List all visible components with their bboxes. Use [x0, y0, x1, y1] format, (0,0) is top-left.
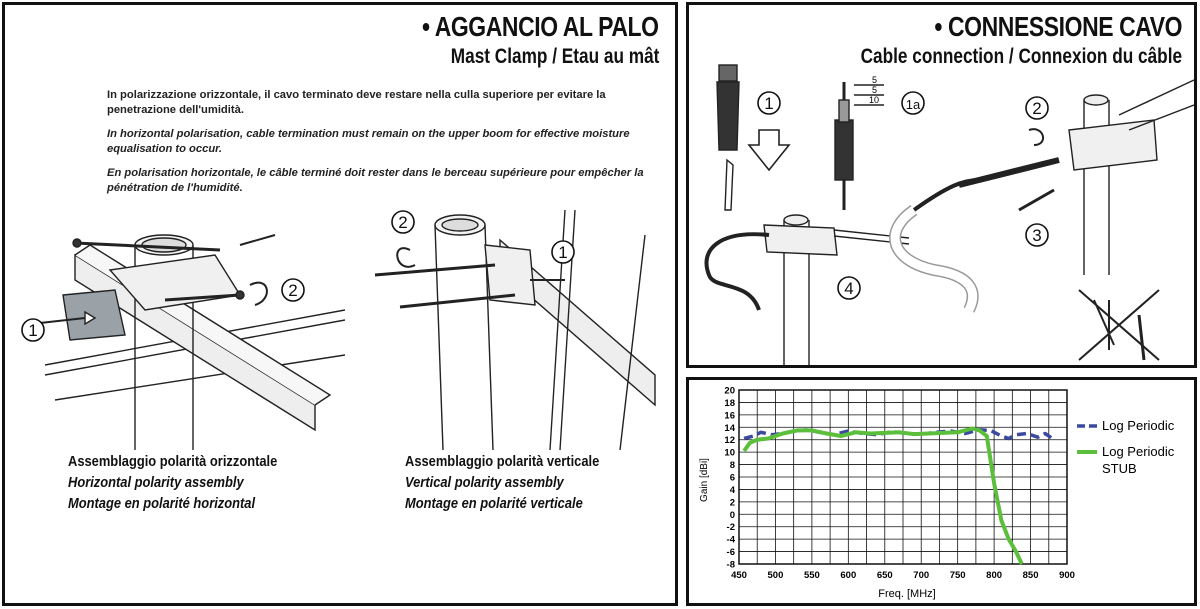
svg-text:1: 1 [558, 243, 568, 262]
vertical-caption-french: Montage en polarité verticale [405, 495, 583, 512]
y-tick-label: 6 [729, 472, 735, 484]
instruction-french: En polarisation horizontale, le câble terminé doit rester dans le berceau supérieure pour empêcher la pénétration de l'humidité. [107, 167, 644, 194]
cable-connection-subtitle: Cable connection / Connexion du câble [860, 45, 1182, 68]
y-tick-label: 16 [724, 410, 735, 422]
x-tick-label: 550 [803, 570, 820, 581]
y-tick-label: 8 [729, 460, 735, 472]
cable-step-1 [758, 92, 780, 114]
cable-step-1a [902, 92, 924, 114]
y-tick-label: 14 [724, 422, 735, 434]
x-tick-label: 650 [876, 570, 893, 581]
instruction-english: In horizontal polarisation, cable termination must remain on the upper boom for effective moisture equalisation to occur. [107, 128, 630, 155]
x-tick-labels [731, 570, 1075, 581]
horizontal-caption-french: Montage en polarité horizontal [68, 495, 256, 512]
y-tick-label: 10 [724, 447, 735, 459]
horizontal-assembly-illustration [15, 215, 345, 450]
y-tick-label: 20 [724, 385, 735, 397]
cable-connection-illustration [689, 60, 1194, 365]
svg-text:5: 5 [872, 75, 878, 85]
y-tick-labels [724, 386, 735, 571]
cable-step-3 [1026, 224, 1048, 246]
legend-label-log-periodic-stub: Log Periodic [1102, 444, 1175, 459]
x-tick-label: 600 [840, 570, 857, 581]
mast-clamp-panel [2, 2, 678, 606]
svg-text:1a: 1a [905, 97, 921, 112]
instruction-italian: In polarizzazione orizzontale, il cavo terminato deve restare nella culla superiore per evitare la penetrazione dell'umidità. [107, 89, 606, 116]
svg-text:2: 2 [398, 213, 408, 232]
horizontal-caption-italian: Assemblaggio polarità orizzontale [68, 453, 278, 470]
x-tick-label: 750 [949, 570, 966, 581]
legend-label-log-periodic-stub-2: STUB [1102, 461, 1137, 476]
chart-grid [739, 390, 1067, 564]
mast-clamp-subtitle: Mast Clamp / Etau au mât [450, 45, 659, 68]
cable-connection-panel [686, 2, 1197, 368]
vertical-caption [405, 451, 599, 514]
x-tick-label: 500 [767, 570, 784, 581]
x-axis-label: Freq. [MHz] [878, 588, 936, 600]
gain-chart [689, 380, 1194, 603]
x-tick-label: 850 [1022, 570, 1039, 581]
vertical-step-1 [552, 241, 574, 263]
svg-text:1: 1 [28, 321, 38, 340]
cable-step-4 [838, 277, 860, 299]
horizontal-step-1 [22, 319, 44, 341]
x-tick-label: 450 [731, 570, 747, 581]
y-tick-label: 0 [729, 509, 735, 521]
svg-text:4: 4 [844, 279, 854, 298]
y-tick-label: -2 [726, 522, 735, 534]
vertical-caption-english: Vertical polarity assembly [405, 474, 564, 491]
chart-legend [1077, 418, 1175, 476]
svg-text:2: 2 [288, 281, 298, 300]
vertical-caption-italian: Assemblaggio polarità verticale [405, 453, 600, 470]
y-tick-label: 18 [724, 397, 735, 409]
svg-text:2: 2 [1032, 99, 1042, 118]
x-tick-label: 700 [913, 570, 930, 581]
y-tick-label: 12 [724, 435, 735, 447]
y-tick-label: -8 [726, 559, 735, 571]
mast-clamp-title: • AGGANCIO AL PALO [422, 11, 659, 42]
svg-text:5: 5 [872, 85, 878, 95]
horizontal-caption [68, 451, 277, 514]
horizontal-caption-english: Horizontal polarity assembly [68, 474, 244, 491]
x-tick-label: 800 [986, 570, 1003, 581]
svg-text:3: 3 [1032, 226, 1042, 245]
x-tick-label: 900 [1059, 570, 1075, 581]
svg-text:1: 1 [764, 94, 774, 113]
legend-label-log-periodic: Log Periodic [1102, 418, 1175, 433]
svg-text:10: 10 [869, 95, 880, 105]
gain-chart-panel [686, 377, 1197, 606]
vertical-assembly-illustration [365, 205, 665, 450]
horizontal-step-2 [282, 279, 304, 301]
vertical-step-2 [392, 211, 414, 233]
cable-connection-title: • CONNESSIONE CAVO [934, 11, 1182, 42]
y-tick-label: -4 [726, 534, 735, 546]
y-axis-label: Gain [dBi] [699, 458, 710, 502]
strip-dimensions [869, 75, 879, 105]
y-tick-label: 4 [729, 484, 735, 496]
cable-step-2 [1026, 97, 1048, 119]
y-tick-label: -6 [726, 547, 735, 559]
y-tick-label: 2 [729, 497, 735, 509]
